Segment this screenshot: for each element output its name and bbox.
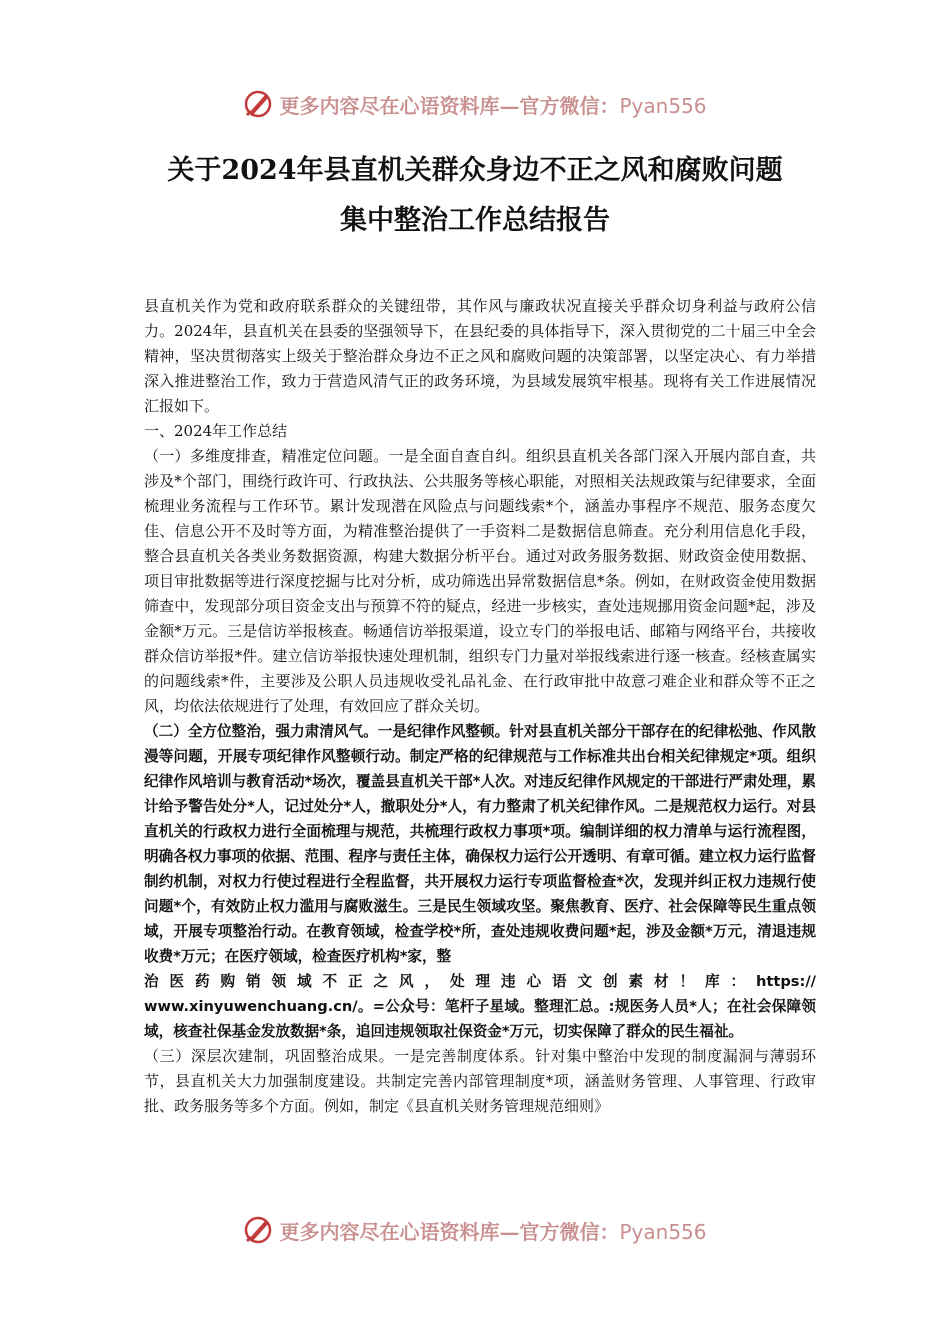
section-heading: 一、2024年工作总结 <box>144 422 288 440</box>
document-body <box>144 294 816 1119</box>
intro-paragraph: 县直机关作为党和政府联系群众的关键纽带，其作风与廉政状况直接关乎群众切身利益与政府公信力。2024年，县直机关在县委的坚强领导下，在县纪委的具体指导下，深入贯彻党的二十届三中全会精神，坚决贯彻落实上级关于整治群众身边不正之风和腐败问题的决策部署，以坚定决心、有力举措深入推进整治工作，致力于营造风清气正的政务环境，为县域发展筑牢根基。现将有关工作进展情况汇报如下。 <box>144 297 816 415</box>
brush-logo-icon <box>243 89 273 119</box>
paragraph-section-2-end: www.xinyuwenchuang.cn/。=公众号：笔杆子星域。整理汇总。:规医务人员*人；在社会保障领域，核查社保基金发放数据*条，追回违规领取社保资金*万元，切实保障了群众的民生福祉。 <box>144 998 816 1040</box>
title-line-1: 关于2024年县直机关群众身边不正之风和腐败问题 <box>167 155 783 186</box>
brush-logo-icon <box>243 1215 273 1245</box>
title-line-2: 集中整治工作总结报告 <box>340 205 610 236</box>
paragraph-section-2-link-line: 治医药购销领域不正之风，处理违心语文创素材！库：https:// <box>144 973 816 990</box>
paragraph-section-2: （二）全方位整治，强力肃清风气。一是纪律作风整顿。针对县直机关部分干部存在的纪律松弛、作风散漫等问题，开展专项纪律作风整顿行动。制定严格的纪律规范与工作标准共出台相关纪律规定*项。组织纪律作风培训与教育活动*场次，覆盖县直机关干部*人次。对违反纪律作风规定的干部进行严肃处理，累计给予警告处分*人，记过处分*人，撤职处分*人，有力整肃了机关纪律作风。二是规范权力运行。对县直机关的行政权力进行全面梳理与规范，共梳理行政权力事项*项。编制详细的权力清单与运行流程图，明确各权力事项的依据、范围、程序与责任主体，确保权力运行公开透明、有章可循。建立权力运行监督制约机制，对权力行使过程进行全程监督，共开展权力运行专项监督检查*次，发现并纠正权力违规行使问题*个，有效防止权力滥用与腐败滋生。三是民生领域攻坚。聚焦教育、医疗、社会保障等民生重点领域，开展专项整治行动。在教育领域，检查学校*所，查处违规收费问题*起，涉及金额*万元，清退违规收费*万元；在医疗领域，检查医疗机构*家，整 <box>144 723 816 965</box>
paragraph-section-1: （一）多维度排查，精准定位问题。一是全面自查自纠。组织县直机关各部门深入开展内部自查，共涉及*个部门，围绕行政许可、行政执法、公共服务等核心职能，对照相关法规政策与纪律要求，全面梳理业务流程与工作环节。累计发现潜在风险点与问题线索*个，涵盖办事程序不规范、服务态度欠佳、信息公开不及时等方面，为精准整治提供了一手资料二是数据信息筛查。充分利用信息化手段，整合县直机关各类业务数据资源，构建大数据分析平台。通过对政务服务数据、财政资金使用数据、项目审批数据等进行深度挖掘与比对分析，成功筛选出异常数据信息*条。例如，在财政资金使用数据筛查中，发现部分项目资金支出与预算不符的疑点，经进一步核实，查处违规挪用资金问题*起，涉及金额*万元。三是信访举报核查。畅通信访举报渠道，设立专门的举报电话、邮箱与网络平台，共接收群众信访举报*件。建立信访举报快速处理机制，组织专门力量对举报线索进行逐一核查。经核查属实的问题线索*件，主要涉及公职人员违规收受礼品礼金、在行政审批中故意刁难企业和群众等不正之风，均依法依规进行了处理，有效回应了群众关切。 <box>144 447 816 715</box>
footer-watermark <box>0 1210 950 1250</box>
document-title <box>0 146 950 246</box>
watermark-text: 更多内容尽在心语资料库—官方微信：Pyan556 <box>279 1219 707 1244</box>
watermark-text: 更多内容尽在心语资料库—官方微信：Pyan556 <box>279 93 707 118</box>
header-watermark <box>0 84 950 124</box>
paragraph-section-3: （三）深层次建制，巩固整治成果。一是完善制度体系。针对集中整治中发现的制度漏洞与薄弱环节，县直机关大力加强制度建设。共制定完善内部管理制度*项，涵盖财务管理、人事管理、行政审批、政务服务等多个方面。例如，制定《县直机关财务管理规范细则》 <box>144 1047 816 1115</box>
